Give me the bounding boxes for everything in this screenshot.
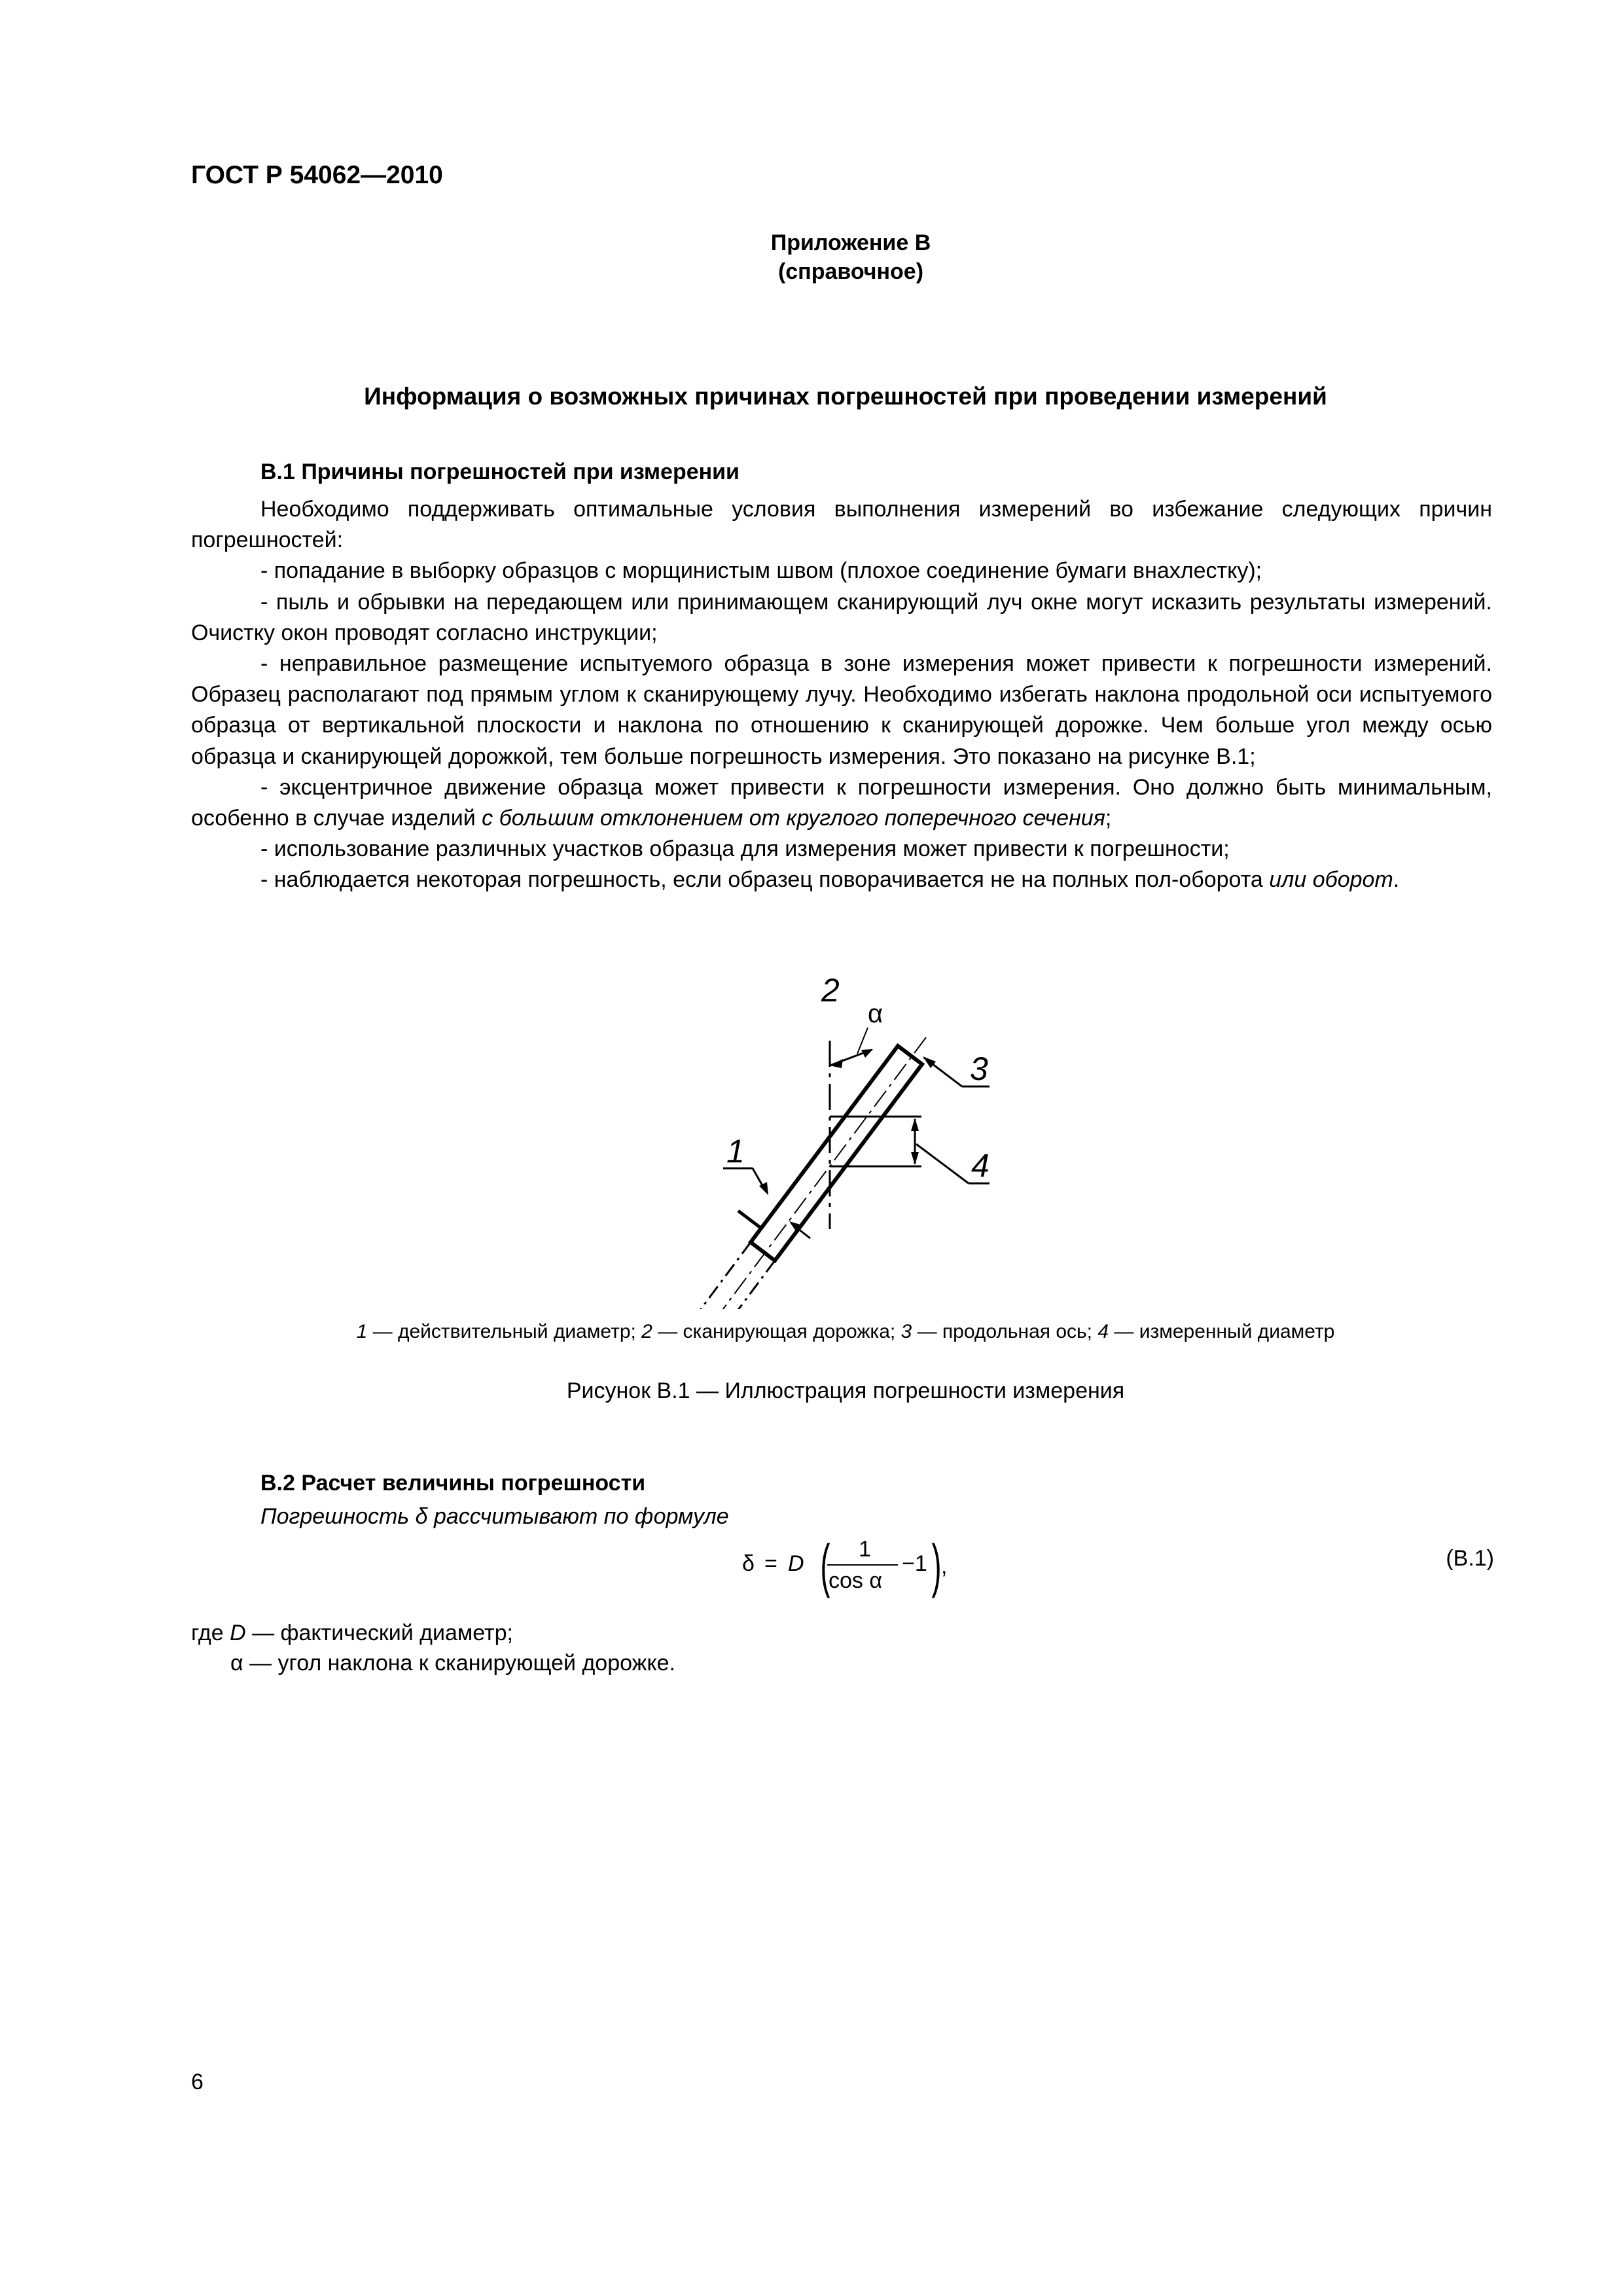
formula-equals: = (764, 1551, 777, 1576)
section-1-body (191, 494, 1492, 896)
list-item: - неправильное размещение испытуемого образца в зоне измерения может привести к погрешности измерений. Образец располагают под прямым углом к сканирующему лучу. Необходимо избегать наклона продольной оси испытуемого образца от вертикальной плоскости и наклона по отношению к сканирующей дорожке. Чем больше угол между осью образца и сканирующей дорожкой, тем больше погрешность измерения. Это показано на рисунке В.1; (191, 651, 1492, 769)
list-item-emphasis: или оборот (1269, 867, 1393, 893)
section-1-intro: Необходимо поддерживать оптимальные условия выполнения измерений во избежание следующих причин погрешностей: (191, 497, 1492, 553)
list-item-text: - наблюдается некоторая погрешность, если образец поворачивается не на полных пол-оборота (260, 867, 1270, 893)
formula-paren-close: ) (931, 1534, 942, 1599)
figure-title: Рисунок В.1 — Иллюстрация погрешности измерения (566, 1378, 1125, 1403)
where-text: — фактический диаметр; (245, 1621, 513, 1645)
figure-label-2: 2 (821, 972, 840, 1009)
figure-label-4: 4 (971, 1147, 990, 1184)
list-item-end: . (1393, 867, 1400, 893)
page-number: 6 (191, 2070, 204, 2094)
formula-intro: Погрешность δ рассчитывают по формуле (260, 1504, 729, 1529)
list-item (191, 772, 1492, 834)
figure-label-3: 3 (970, 1050, 988, 1087)
formula (742, 1534, 952, 1609)
key-number: 3 (901, 1321, 912, 1342)
formula-variable-d: D (788, 1551, 804, 1576)
key-text: — действительный диаметр; (367, 1321, 642, 1342)
actual-diameter-mark (738, 1211, 762, 1229)
annex-title: Приложение В (770, 230, 931, 255)
formula-fraction-bar (827, 1564, 898, 1566)
angle-arrow-left (830, 1059, 843, 1068)
figure-label-1: 1 (726, 1133, 745, 1170)
list-item-text: - эксцентричное движение образца может привести к погрешности измерения. Оно должно быть минимальным, особенно в случае изделий (191, 774, 1492, 831)
where-alpha-line: α — угол наклона к сканирующей дорожке. (230, 1651, 675, 1676)
measured-diameter-arrow-bottom (911, 1152, 919, 1165)
key-text: — продольная ось; (912, 1321, 1098, 1342)
key-number: 2 (641, 1321, 652, 1342)
figure-b1-diagram (681, 969, 1047, 1309)
formula-number: (В.1) (1446, 1546, 1494, 1571)
list-item: - использование различных участков образца для измерения может привести к погрешности; (260, 836, 1230, 862)
list-item-emphasis: с большим отклонением от круглого поперечного сечения (482, 806, 1105, 831)
leader-4 (916, 1144, 969, 1183)
formula-delta: δ (742, 1551, 755, 1576)
where-variable: D (230, 1621, 246, 1645)
list-item (191, 865, 1492, 895)
annex-type: (справочное) (777, 259, 924, 284)
formula-paren-open: ( (820, 1534, 830, 1599)
figure-key (191, 1321, 1500, 1343)
formula-denominator: cos α (829, 1568, 883, 1593)
figure-label-alpha: α (868, 999, 883, 1028)
longitudinal-axis (704, 1037, 926, 1309)
formula-minus-one: −1 (902, 1551, 927, 1576)
key-number: 4 (1097, 1321, 1109, 1342)
where-d-line (191, 1621, 513, 1646)
document-code: ГОСТ Р 54062—2010 (191, 161, 443, 189)
specimen-continuation-left (695, 1242, 751, 1309)
list-item: - пыль и обрывки на передающем или принимающем сканирующий луч окне могут исказить результаты измерений. Очистку окон проводят согласно инструкции; (191, 589, 1492, 645)
list-item: - попадание в выборку образцов с морщинистым швом (плохое соединение бумаги внахлестку); (260, 558, 1262, 584)
main-title: Информация о возможных причинах погрешностей при проведении измерений (364, 383, 1327, 410)
leader-3-arrow (923, 1056, 936, 1068)
key-text: — измеренный диаметр (1109, 1321, 1335, 1342)
where-prefix: где (191, 1621, 230, 1645)
measured-diameter-arrow-top (911, 1118, 919, 1131)
key-text: — сканирующая дорожка; (652, 1321, 901, 1342)
section-2-heading: В.2 Расчет величины погрешности (260, 1471, 646, 1496)
specimen-continuation-right (719, 1261, 775, 1309)
key-number: 1 (356, 1321, 368, 1342)
formula-numerator: 1 (859, 1537, 871, 1562)
list-item-end: ; (1105, 806, 1112, 831)
section-1-heading: В.1 Причины погрешностей при измерении (260, 459, 740, 484)
formula-comma: , (941, 1554, 948, 1579)
